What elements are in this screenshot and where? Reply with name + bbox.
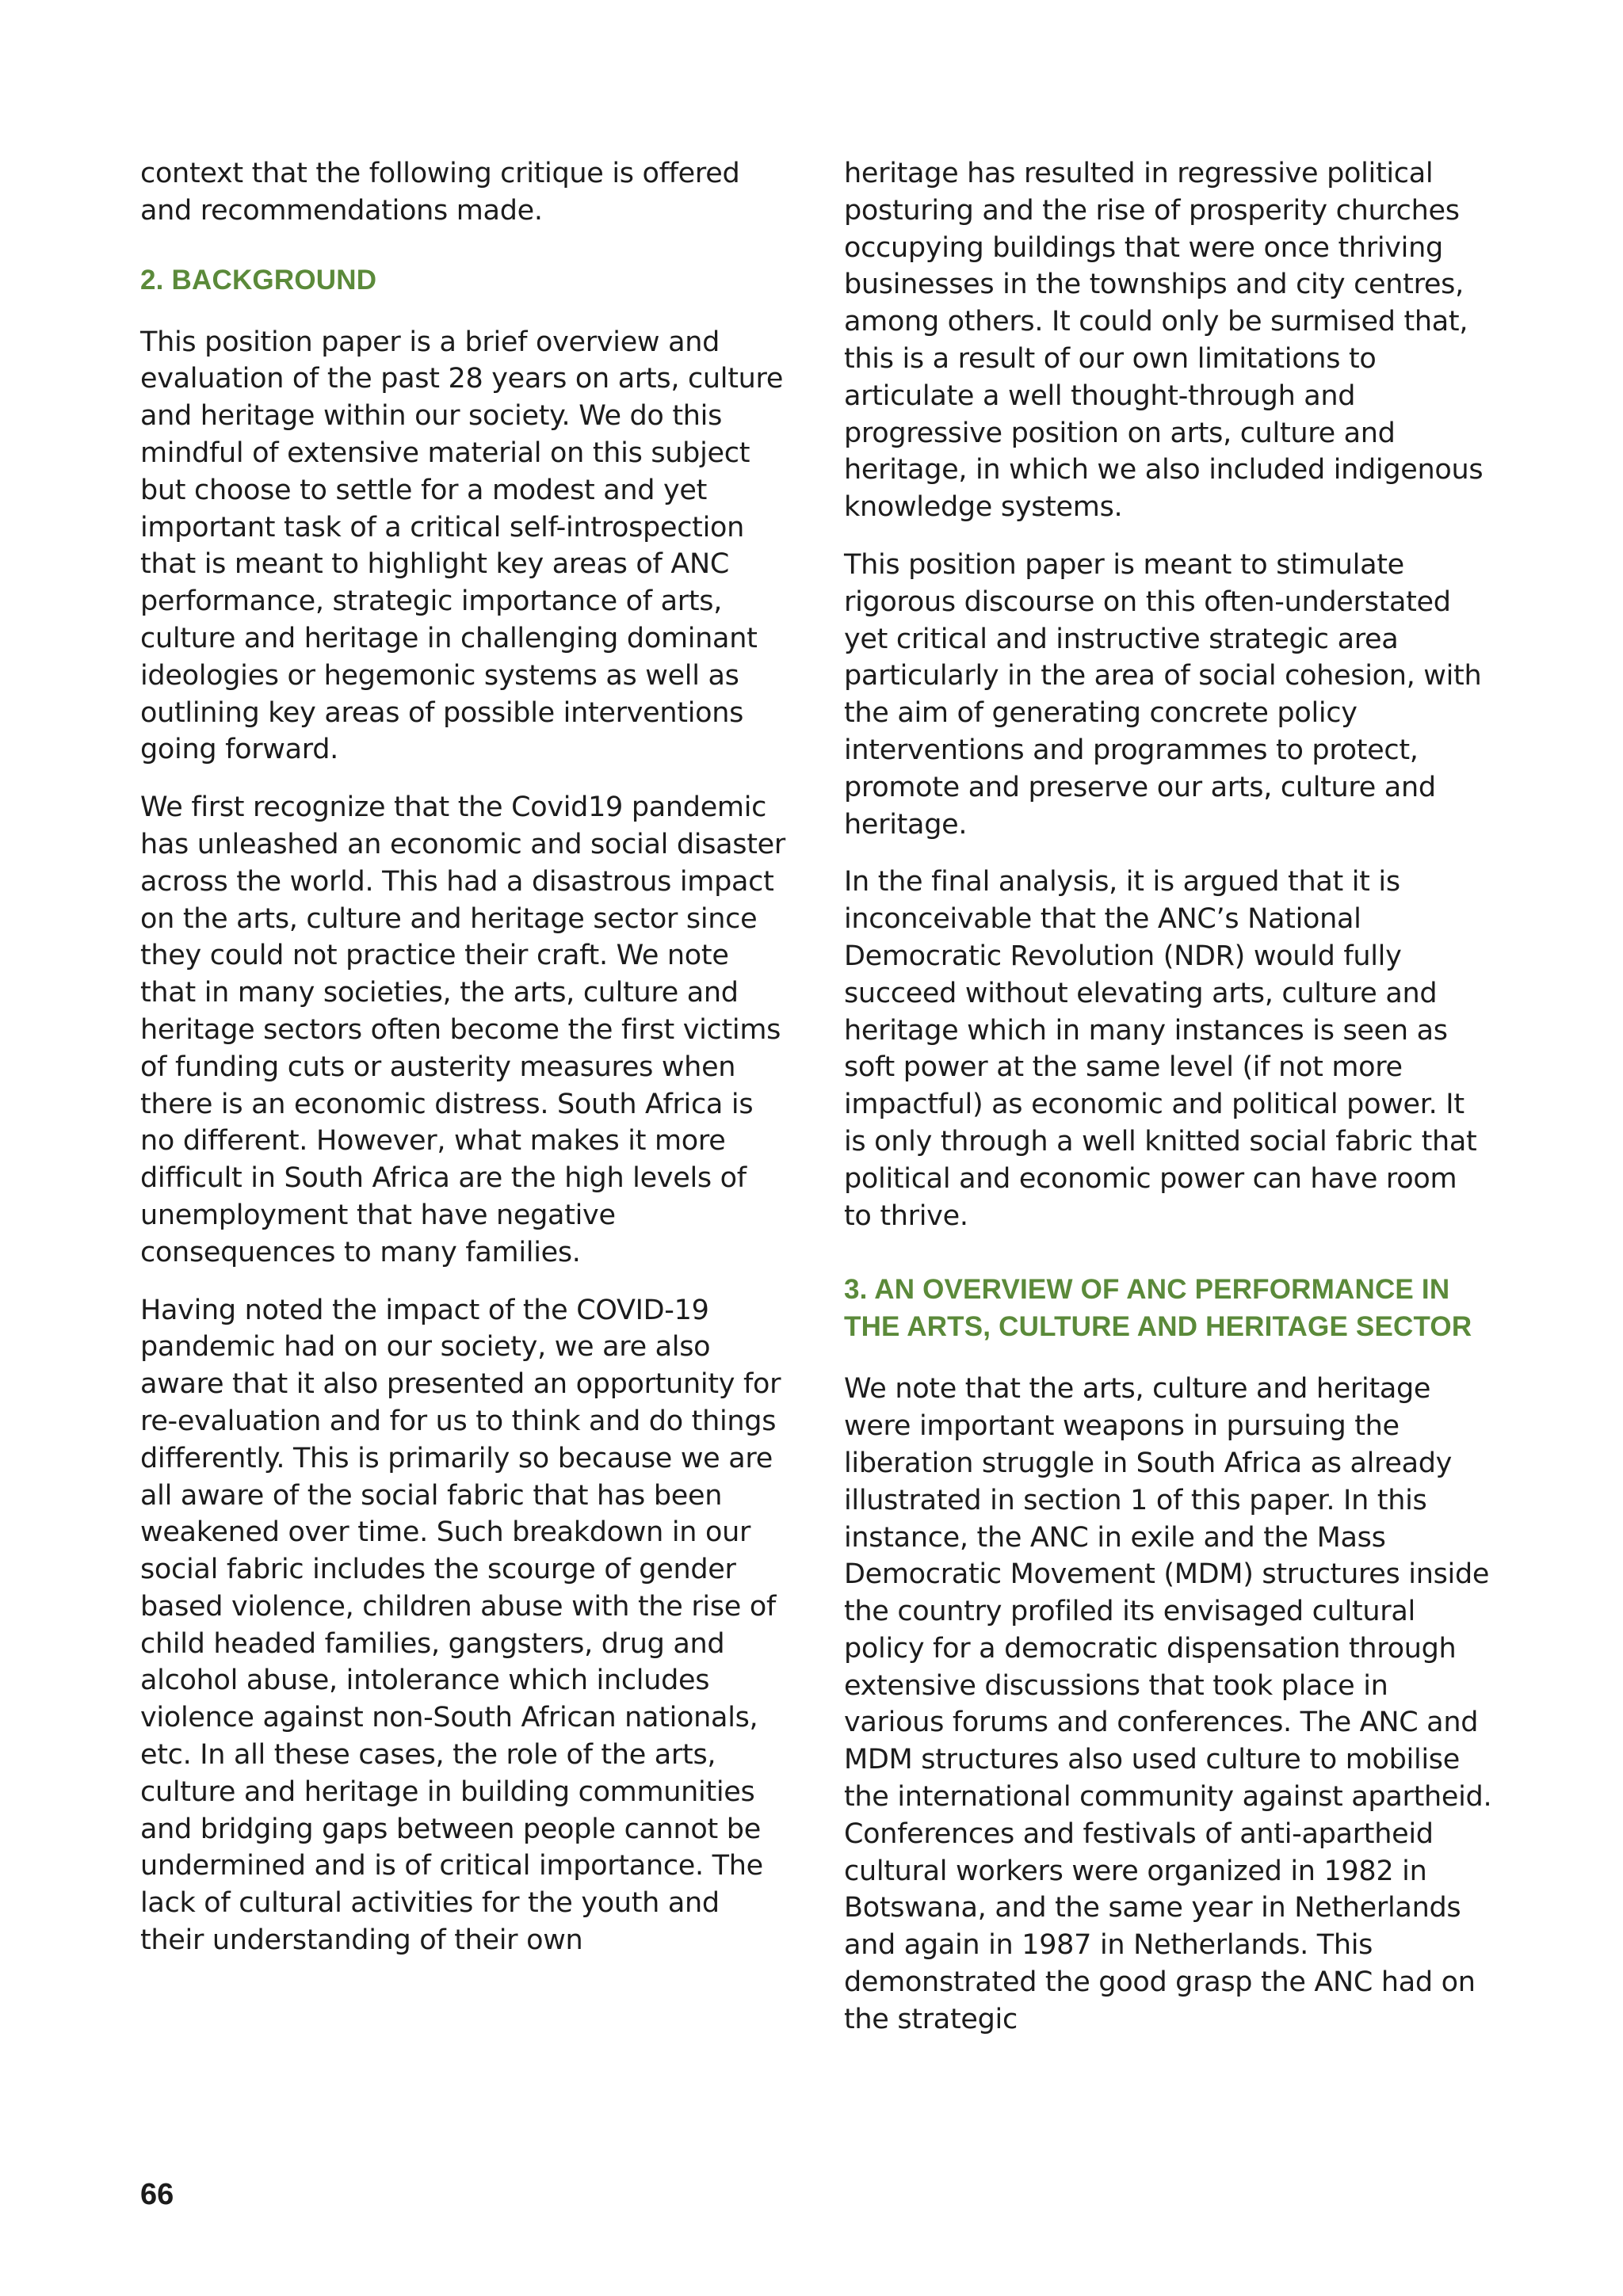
body-paragraph: This position paper is a brief overview and evaluation of the past 28 years on arts, culture and heritage within our society. We do this mindful of extensive material on this subject but choose to settle for a modest and yet important task of a critical self-introspection that is meant to highlight key areas of ANC performance, strategic importance of arts, culture and heritage in challenging dominant ideologies or hegemonic systems as well as outlining key areas of possible interventions going forward. xyxy=(140,326,784,766)
section-heading-overview: 3. AN OVERVIEW OF ANC PERFORMANCE IN THE ARTS, CULTURE AND HERITAGE SECTOR xyxy=(844,1274,1472,1343)
intro-paragraph: context that the following critique is offered and recommendations made. xyxy=(140,158,740,227)
body-paragraph: heritage has resulted in regressive political posturing and the rise of prosperity churches occupying buildings that were once thriving businesses in the townships and city centres, among others. It could only be surmised that, this is a result of our own limitations to articulate a well thought-through and progressive position on arts, culture and heritage, in which we also included indigenous knowledge systems. xyxy=(844,158,1484,524)
right-column xyxy=(844,155,1492,2059)
left-column xyxy=(140,155,789,1980)
page-number: 66 xyxy=(140,2178,174,2211)
section-heading-background: 2. BACKGROUND xyxy=(140,264,377,296)
body-paragraph: We first recognize that the Covid19 pandemic has unleashed an economic and social disaster across the world. This had a disastrous impact on the arts, culture and heritage sector since they could not practice their craft. We note that in many societies, the arts, culture and heritage sectors often become the first victims of funding cuts or austerity measures when there is an economic distress. South Africa is no different. However, what makes it more difficult in South Africa are the high levels of unemployment that have negative consequences to many families. xyxy=(140,791,785,1268)
body-paragraph: We note that the arts, culture and heritage were important weapons in pursuing the liberation struggle in South Africa as already illustrated in section 1 of this paper. In this instance, the ANC in exile and the Mass Democratic Movement (MDM) structures inside the country profiled its envisaged cultural policy for a democratic dispensation through extensive discussions that took place in various forums and conferences. The ANC and MDM structures also used culture to mobilise the international community against apartheid. Conferences and festivals of anti-apartheid cultural workers were organized in 1982 in Botswana, and the same year in Netherlands and again in 1987 in Netherlands. This demonstrated the good grasp the ANC had on the strategic xyxy=(844,1373,1492,2035)
body-paragraph: Having noted the impact of the COVID-19 pandemic had on our society, we are also aware that it also presented an opportunity for re-evaluation and for us to think and do things differently. This is primarily so because we are all aware of the social fabric that has been weakened over time. Such breakdown in our social fabric includes the scourge of gender based violence, children abuse with the rise of child headed families, gangsters, drug and alcohol abuse, intolerance which includes violence against non-South African nationals, etc. In all these cases, the role of the arts, culture and heritage in building communities and bridging gaps between people cannot be undermined and is of critical importance. The lack of cultural activities for the youth and their understanding of their own xyxy=(140,1294,781,1957)
body-paragraph: In the final analysis, it is argued that it is inconceivable that the ANC’s National Democratic Revolution (NDR) would fully succeed without elevating arts, culture and heritage which in many instances is seen as soft power at the same level (if not more impactful) as economic and political power. It is only through a well knitted social fabric that political and economic power can have room to thrive. xyxy=(844,866,1477,1232)
body-paragraph: This position paper is meant to stimulate rigorous discourse on this often-understated yet critical and instructive strategic area particularly in the area of social cohesion, with the aim of generating concrete policy interventions and programmes to protect, promote and preserve our arts, culture and heritage. xyxy=(844,548,1482,841)
